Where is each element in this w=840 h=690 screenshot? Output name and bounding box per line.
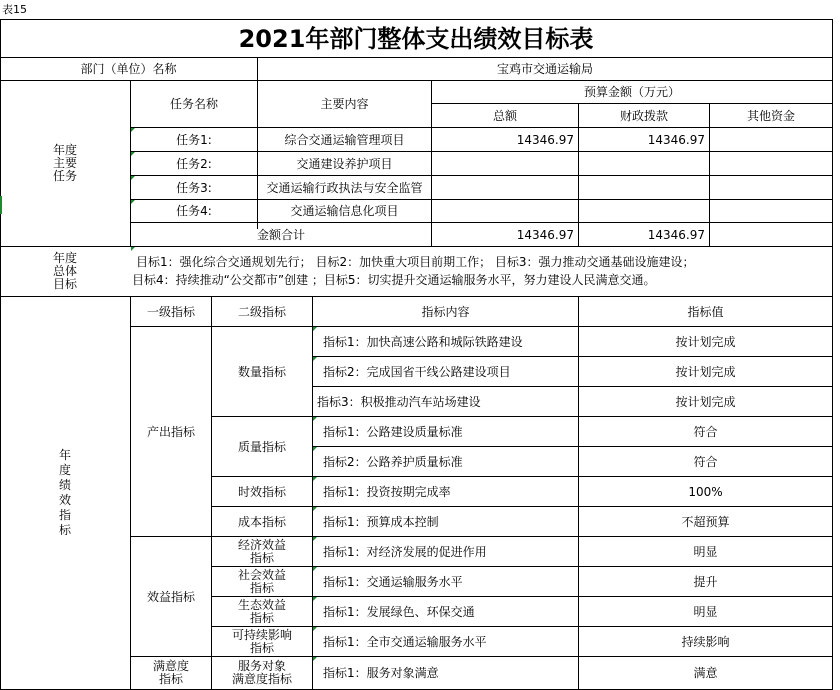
indicator-value: 明显 bbox=[693, 544, 718, 559]
sum-fiscal: 14346.97 bbox=[647, 227, 705, 242]
indicator-content: 指标1：交通运输服务水平 bbox=[323, 574, 463, 589]
other-header: 其他资金 bbox=[746, 108, 795, 123]
task-name: 任务2: bbox=[176, 156, 212, 171]
level2-social: 社会效益 指标 bbox=[237, 567, 286, 595]
indicator-section-label: 年 度 绩 效 指 标 bbox=[58, 448, 71, 537]
task-content: 交通运输行政执法与安全监管 bbox=[266, 180, 423, 195]
task-name: 任务3: bbox=[176, 180, 212, 195]
budget-header: 预算金额（万元） bbox=[583, 85, 680, 99]
goal-line-2: 目标4：持续推动“公交都市”创建 ；目标5：切实提升交通运输服务水平，努力建设人民满意交通。 bbox=[132, 273, 656, 287]
task-content: 交通建设养护项目 bbox=[296, 156, 393, 171]
indicator-content: 指标1：预算成本控制 bbox=[323, 514, 439, 529]
dept-value: 宝鸡市交通运输局 bbox=[496, 62, 593, 76]
level1-output: 产出指标 bbox=[146, 424, 195, 439]
indicator-content: 指标1：公路建设质量标准 bbox=[323, 424, 463, 439]
indicator-value: 100% bbox=[688, 484, 723, 499]
sum-total: 14346.97 bbox=[516, 227, 574, 242]
goal-line-1: 目标1：强化综合交通规划先行； 目标2：加快重大项目前期工作； 目标3：强力推动交通基础设施建设； bbox=[136, 255, 695, 269]
level1-benefit: 效益指标 bbox=[146, 589, 195, 604]
indicator-value: 持续影响 bbox=[681, 634, 730, 649]
level2-sustainable: 可持续影响 指标 bbox=[231, 627, 292, 655]
indicator-content: 指标1：加快高速公路和城际铁路建设 bbox=[323, 334, 523, 349]
sheet-label: 表15 bbox=[2, 3, 27, 16]
task-name: 任务1: bbox=[176, 132, 212, 147]
total-header: 总额 bbox=[492, 108, 517, 123]
indicator-value: 明显 bbox=[693, 604, 718, 619]
indicator-value: 不超预算 bbox=[681, 514, 730, 529]
indicator-content: 指标1：投资按期完成率 bbox=[323, 484, 451, 499]
task-fiscal: 14346.97 bbox=[647, 132, 705, 147]
level2-quantity: 数量指标 bbox=[237, 364, 286, 379]
indicator-content-header: 指标内容 bbox=[421, 304, 470, 319]
indicator-content: 指标1：对经济发展的促进作用 bbox=[323, 544, 487, 559]
level2-service: 服务对象 满意度指标 bbox=[231, 659, 292, 686]
indicator-value: 按计划完成 bbox=[675, 364, 736, 379]
level1-satisfaction: 满意度 指标 bbox=[152, 659, 189, 686]
task-section-label: 年度 主要 任务 bbox=[52, 143, 77, 183]
grid-line bbox=[832, 19, 833, 690]
indicator-content: 指标1：服务对象满意 bbox=[323, 666, 439, 680]
indicator-value: 符合 bbox=[693, 454, 718, 469]
level2-quality: 质量指标 bbox=[237, 439, 286, 454]
indicator-value: 按计划完成 bbox=[675, 394, 736, 409]
level2-timeliness: 时效指标 bbox=[237, 484, 286, 499]
indicator-value: 提升 bbox=[693, 574, 718, 589]
task-content: 交通运输信息化项目 bbox=[290, 204, 399, 218]
task-content-header: 主要内容 bbox=[320, 97, 369, 111]
level2-ecological: 生态效益 指标 bbox=[237, 597, 286, 625]
indicator-content: 指标2：完成国省干线公路建设项目 bbox=[323, 364, 511, 379]
task-total: 14346.97 bbox=[516, 132, 574, 147]
task-content: 综合交通运输管理项目 bbox=[284, 132, 405, 147]
indicator-value: 按计划完成 bbox=[675, 334, 736, 349]
indicator-content: 指标1：全市交通运输服务水平 bbox=[323, 634, 487, 649]
level2-economic: 经济效益 指标 bbox=[237, 537, 286, 565]
indicator-content: 指标3：积极推动汽车站场建设 bbox=[317, 394, 481, 409]
goal-label: 年度 总体 目标 bbox=[52, 251, 77, 291]
indicator-value: 满意 bbox=[693, 666, 718, 680]
cell-marker bbox=[131, 247, 135, 251]
page-title: 2021年部门整体支出绩效目标表 bbox=[238, 24, 594, 53]
level2-header: 二级指标 bbox=[237, 304, 286, 319]
sum-label: 金额合计 bbox=[256, 227, 305, 242]
level2-cost: 成本指标 bbox=[237, 514, 286, 529]
task-name-header: 任务名称 bbox=[169, 97, 218, 111]
dept-label: 部门（单位）名称 bbox=[80, 62, 177, 76]
fiscal-header: 财政拨款 bbox=[619, 108, 668, 123]
level1-header: 一级指标 bbox=[146, 304, 195, 319]
indicator-value-header: 指标值 bbox=[687, 304, 724, 319]
task-name: 任务4: bbox=[176, 204, 212, 218]
indicator-value: 符合 bbox=[693, 424, 718, 439]
indicator-content: 指标1：发展绿色、环保交通 bbox=[323, 604, 475, 619]
indicator-content: 指标2：公路养护质量标准 bbox=[323, 454, 463, 469]
